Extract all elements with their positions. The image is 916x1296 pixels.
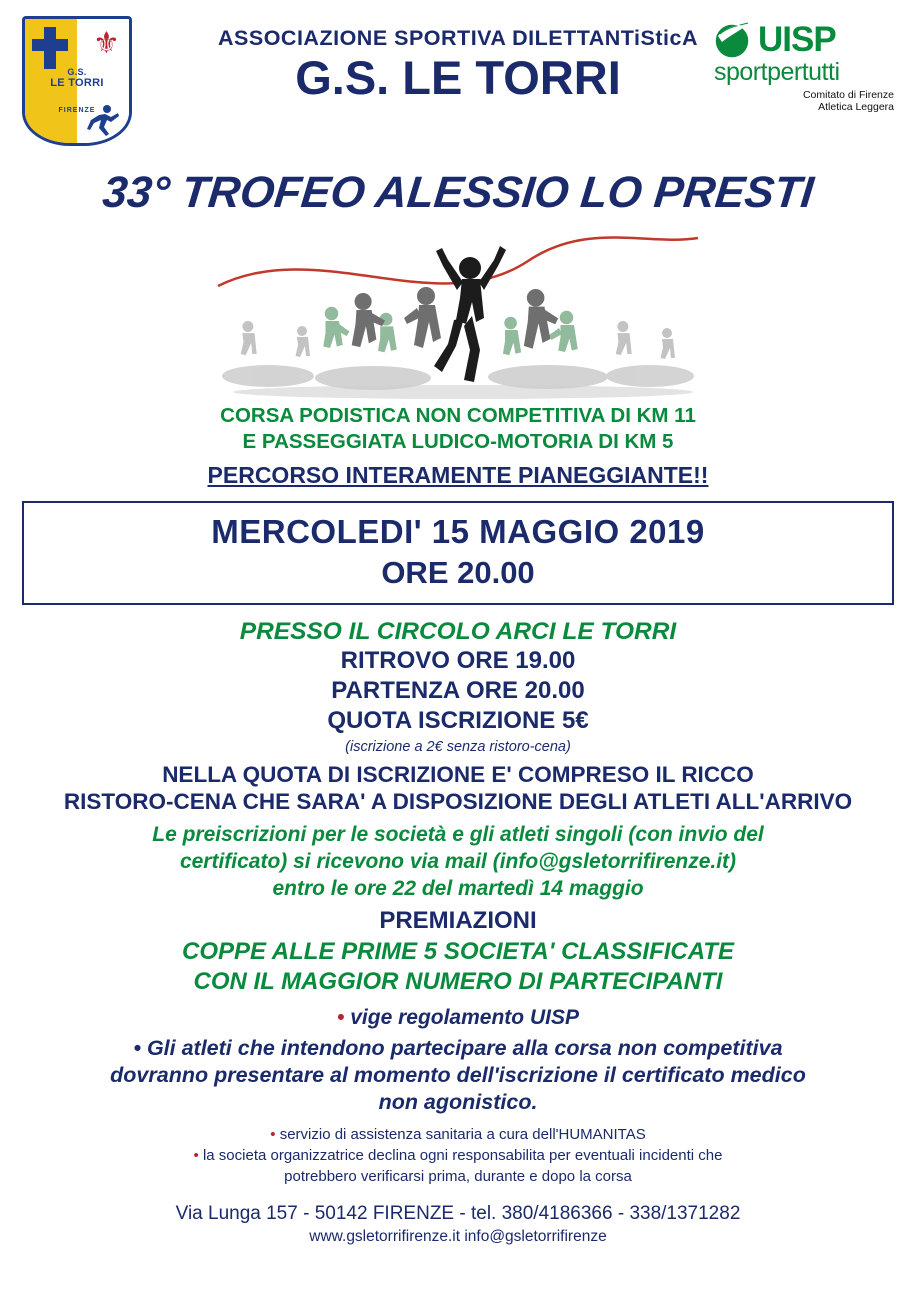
- race-description: [0, 403, 916, 455]
- rule-medical-line2: dovranno presentare al momento dell'iscrizione il certificato medico: [110, 1063, 806, 1087]
- small-notes: [0, 1124, 916, 1187]
- uisp-sub-line1: Comitato di Firenze: [802, 89, 894, 101]
- fee-includes-line2: RISTORO-CENA CHE SARA' A DISPOSIZIONE DEGLI ATLETI ALL'ARRIVO: [63, 789, 853, 814]
- venue-line: PRESSO IL CIRCOLO ARCI LE TORRI: [239, 618, 677, 645]
- note-medical-service-wrap: [0, 1124, 916, 1145]
- uisp-wordmark: UISP: [758, 20, 836, 59]
- meeting-time: RITROVO ORE 19.00: [340, 647, 576, 674]
- fee-includes-line1: NELLA QUOTA DI ISCRIZIONE E' COMPRESO IL RICCO: [162, 762, 754, 787]
- bullet-icon: •: [337, 1006, 345, 1029]
- uisp-logo: [712, 20, 898, 113]
- awards-heading: PREMIAZIONI: [379, 907, 537, 934]
- uisp-subtitle: [712, 89, 894, 113]
- uisp-tagline: sportpertutti: [714, 58, 840, 86]
- event-title: 33° TROFEO ALESSIO LO PRESTI: [100, 168, 816, 217]
- course-note: PERCORSO INTERAMENTE PIANEGGIANTE!!: [207, 462, 709, 488]
- rule-medical-line1-wrap: [0, 1035, 916, 1062]
- awards-detail: [0, 937, 916, 997]
- bullet-icon: •: [133, 1036, 141, 1060]
- rule-medical-line3: non agonistico.: [378, 1090, 538, 1114]
- club-logo: [22, 16, 132, 144]
- note-liability-line2: potrebbero verificarsi prima, durante e dopo la corsa: [284, 1168, 632, 1185]
- shield-line1: G.S.: [67, 67, 87, 77]
- footer-web[interactable]: www.gsletorrifirenze.it info@gsletorrifirenze: [309, 1228, 607, 1245]
- awards-line2: CON IL MAGGIOR NUMERO DI PARTECIPANTI: [193, 968, 723, 995]
- association-line: ASSOCIAZIONE SPORTIVA DILETTANTiSticA: [218, 26, 698, 50]
- runners-silhouette-illustration: [0, 226, 916, 401]
- start-time: PARTENZA ORE 20.00: [331, 677, 585, 704]
- club-shield-icon: [22, 16, 132, 146]
- rule-uisp-text: vige regolamento UISP: [350, 1006, 579, 1029]
- note-liability-line1: la societa organizzatrice declina ogni responsabilita per eventuali incidenti che: [202, 1147, 723, 1164]
- rule-medical-certificate: [0, 1035, 916, 1116]
- fleur-de-lis-icon: ⚜: [93, 27, 120, 60]
- shield-text: [25, 67, 129, 89]
- uisp-swoosh-icon: [712, 20, 752, 60]
- uisp-logo-row: [712, 20, 898, 60]
- fee-includes: [0, 761, 916, 815]
- event-date: MERCOLEDI' 15 MAGGIO 2019: [211, 513, 705, 550]
- bullet-icon: •: [270, 1126, 276, 1143]
- preregistration-line3: entro le ore 22 del martedì 14 maggio: [272, 877, 644, 900]
- entry-fee-note: (iscrizione a 2€ senza ristoro-cena): [345, 739, 571, 755]
- club-name-title: G.S. LE TORRI: [295, 51, 621, 104]
- uisp-sub-line2: Atletica Leggera: [818, 101, 894, 113]
- poster-footer: [0, 1203, 916, 1246]
- event-date-box: [22, 501, 894, 605]
- shield-city: FIRENZE: [58, 107, 96, 114]
- note-liability-wrap: [0, 1145, 916, 1166]
- footer-address: Via Lunga 157 - 50142 FIRENZE - tel. 380/4186366 - 338/1371282: [175, 1203, 741, 1224]
- event-time: ORE 20.00: [381, 555, 535, 590]
- preregistration-info: [0, 821, 916, 902]
- entry-fee: QUOTA ISCRIZIONE 5€: [327, 707, 589, 734]
- runner-icon: [85, 103, 121, 137]
- awards-line1: COPPE ALLE PRIME 5 SOCIETA' CLASSIFICATE: [182, 938, 734, 965]
- rule-uisp: [0, 1005, 916, 1031]
- shield-line2: LE TORRI: [50, 77, 104, 89]
- poster-header: [0, 0, 916, 150]
- rule-medical-line1: Gli atleti che intendono partecipare alla corsa non competitiva: [146, 1036, 783, 1060]
- preregistration-line2: certificato) si ricevono via mail (info@gsletorrifirenze.it): [179, 850, 737, 873]
- note-medical-service: servizio di assistenza sanitaria a cura dell'HUMANITAS: [279, 1126, 646, 1143]
- bullet-icon: •: [193, 1147, 199, 1164]
- preregistration-line1: Le preiscrizioni per le società e gli atleti singoli (con invio del: [152, 823, 764, 846]
- race-description-line2: E PASSEGGIATA LUDICO-MOTORIA DI KM 5: [242, 430, 674, 453]
- race-description-line1: CORSA PODISTICA NON COMPETITIVA DI KM 11: [220, 404, 696, 427]
- cross-icon-bar: [32, 39, 68, 51]
